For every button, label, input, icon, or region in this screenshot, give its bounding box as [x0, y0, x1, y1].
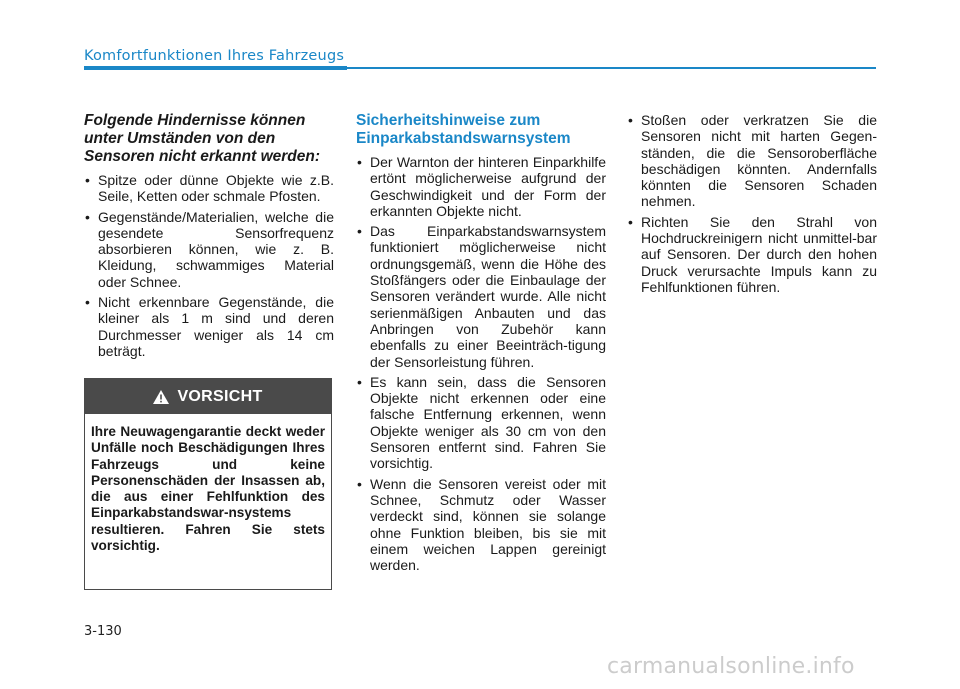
- list-item: • Gegenstände/Materialien, welche die gesendete Sensorfrequenz absorbieren können, wie z. B. Kleidung, schwammiges Material oder Schnee.: [84, 209, 334, 290]
- caution-label: VORSICHT: [177, 387, 263, 405]
- list-item: • Stoßen oder verkratzen Sie die Sensoren nicht mit harten Gegen-ständen, die die Sensoroberfläche beschädigen könnten. Andernfalls könnten die Sensoren Schaden nehmen.: [627, 112, 877, 210]
- caution-header: [85, 379, 331, 414]
- warning-triangle-icon: [153, 390, 169, 404]
- list-item: • Nicht erkennbare Gegenstände, die kleiner als 1 m sind und deren Durchmesser weniger als 14 cm beträgt.: [84, 294, 334, 359]
- list-item: • Es kann sein, dass die Sensoren Objekte nicht erkennen oder eine falsche Entfernung erkennen, wenn Objekte weniger als 30 cm von den Sensoren entfernt sind. Fahren Sie vorsichtig.: [356, 374, 606, 472]
- hindernisse-heading: Folgende Hindernisse können unter Umständen von den Sensoren nicht erkannt werden:: [84, 112, 320, 165]
- caution-box: [84, 378, 332, 590]
- list-item: • Wenn die Sensoren vereist oder mit Schnee, Schmutz oder Wasser verdeckt sind, können sie solange ohne Funktion bleiben, bis sie mit einem weichen Lappen gereinigt werden.: [356, 476, 606, 574]
- sensor-care-list: [627, 112, 877, 295]
- sicherheitshinweise-heading: Sicherheitshinweise zum Einparkabstandswarnsystem: [356, 112, 571, 147]
- column-left: [84, 112, 334, 363]
- column-middle: [356, 112, 606, 577]
- watermark: carmanualsonline.info: [607, 654, 855, 679]
- hindernisse-list: [84, 172, 334, 359]
- column-right: [627, 112, 877, 299]
- header-rule: [347, 67, 876, 69]
- list-item: • Der Warnton der hinteren Einparkhilfe ertönt möglicherweise aufgrund der Geschwindigkeit und der Form der erkannten Objekte nicht.: [356, 154, 606, 219]
- page-number: 3-130: [84, 624, 122, 639]
- list-item: • Richten Sie den Strahl von Hochdruckreinigern nicht unmittel-bar auf Sensoren. Der durch den hohen Druck verursachte Impuls kann zu Fehlfunktionen führen.: [627, 214, 877, 295]
- sicherheitshinweise-list: [356, 154, 606, 573]
- list-item: • Spitze oder dünne Objekte wie z.B. Seile, Ketten oder schmale Pfosten.: [84, 172, 334, 205]
- header-rule-accent: [84, 66, 347, 70]
- caution-text: Ihre Neuwagengarantie deckt weder Unfälle noch Beschädigungen Ihres Fahrzeugs und keine Personenschäden der Insassen ab, die aus einer Fehlfunktion des Einparkabstandswar-nsystems resultieren. Fahren Sie stets vorsichtig.: [91, 424, 325, 554]
- section-title: Komfortfunktionen Ihres Fahrzeugs: [84, 48, 345, 64]
- list-item: • Das Einparkabstandswarnsystem funktioniert möglicherweise nicht ordnungsgemäß, wenn die Höhe des Stoßfängers oder die Einbaulage der Sensoren verändert wurde. Alle nicht serienmäßigen Anbauten und das Anbringen von Zubehör kann ebenfalls zu einer Beeinträch-tigung der Sensorleistung führen.: [356, 223, 606, 370]
